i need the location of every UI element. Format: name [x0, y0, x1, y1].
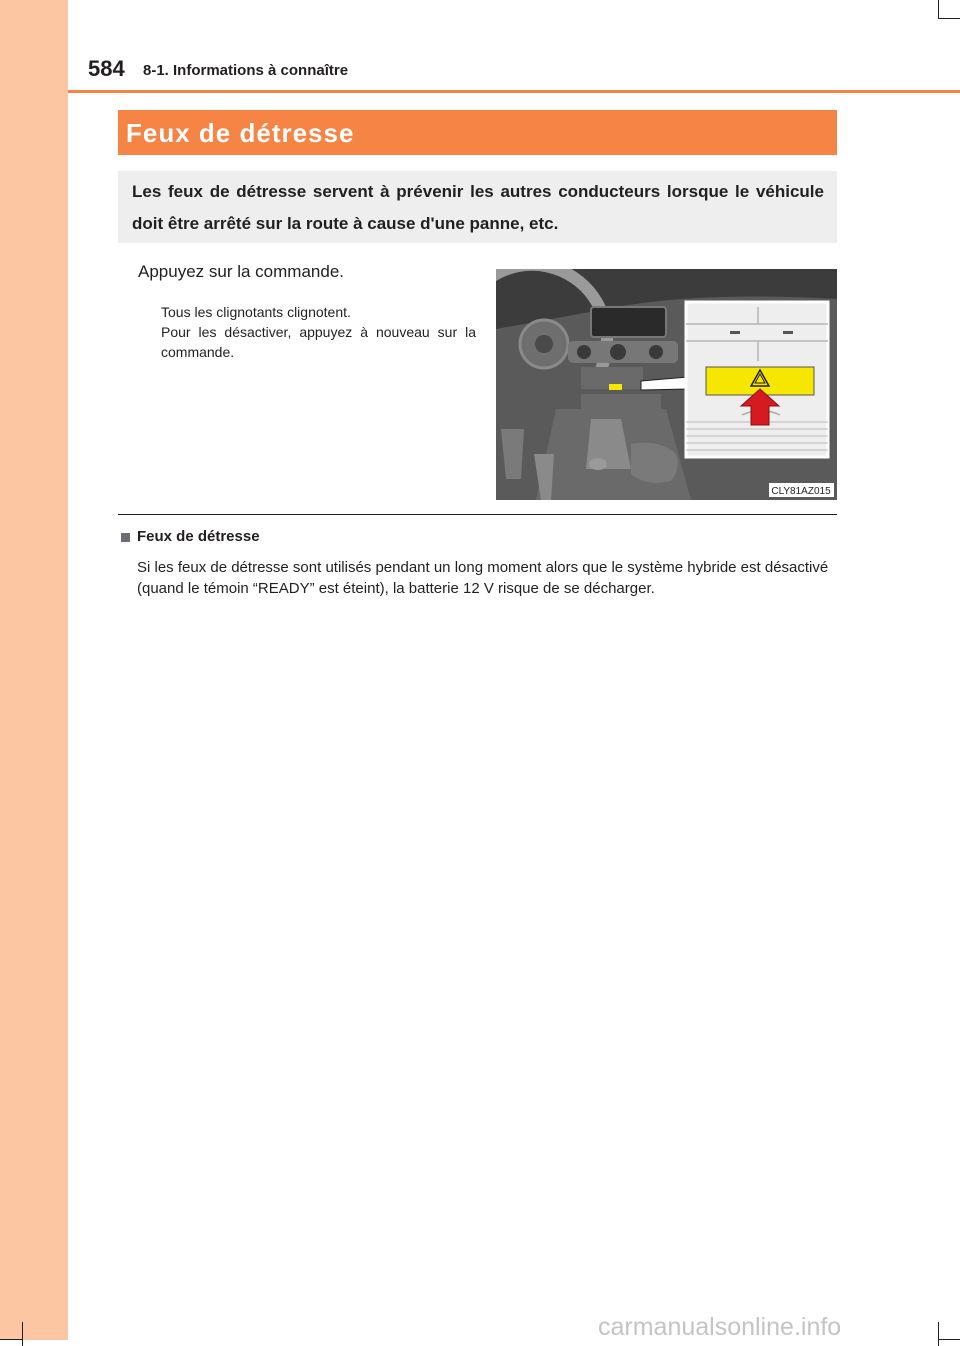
square-bullet-icon	[121, 533, 130, 542]
figure-code: CLY81AZ015	[771, 486, 831, 497]
step-instruction: Appuyez sur la commande.	[138, 262, 344, 281]
header-rule	[68, 90, 960, 93]
crop-mark	[938, 1339, 960, 1340]
step-note-line-2: Pour les désactiver, appuyez à nouveau sur la commande.	[161, 324, 476, 360]
page-title: Feux de détresse	[126, 118, 355, 148]
watermark: carmanualsonline.info	[598, 1313, 842, 1341]
section-divider	[118, 514, 837, 515]
crop-mark	[938, 1322, 939, 1346]
crop-mark	[22, 1322, 23, 1346]
step-note	[161, 302, 476, 362]
intro-text: Les feux de détresse servent à prévenir les autres conducteurs lorsque le véhicule doit être arrêté sur la route à cause d'une panne, etc.	[132, 182, 824, 233]
info-heading: Feux de détresse	[137, 528, 260, 545]
info-body: Si les feux de détresse sont utilisés pendant un long moment alors que le système hybride est désactivé (quand le témoin “READY” est éteint), la batterie 12 V risque de se décharger.	[137, 559, 829, 597]
crop-mark	[0, 1339, 22, 1340]
intro-box	[118, 171, 837, 243]
crop-mark	[938, 18, 960, 19]
side-tab-strip	[0, 0, 68, 1340]
page-number: 584	[88, 56, 125, 81]
hazard-switch-illustration	[496, 269, 837, 500]
step-note-line-1: Tous les clignotants clignotent.	[161, 304, 351, 320]
title-bar	[118, 110, 837, 155]
crop-mark	[938, 0, 939, 18]
section-label: 8-1. Informations à connaître	[143, 62, 349, 79]
